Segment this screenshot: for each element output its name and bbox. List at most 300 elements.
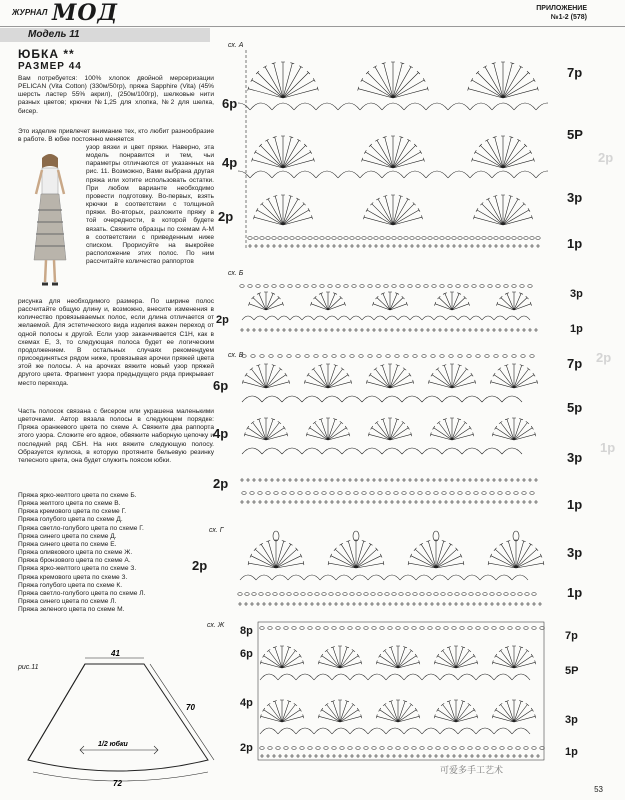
chart-a-fan-top	[248, 62, 319, 98]
chart-zh-chain-bottom	[388, 747, 392, 750]
chart-g-chain	[315, 593, 319, 596]
chart-b-chain-top	[344, 285, 348, 288]
chart-v-sc-row-2	[240, 500, 538, 504]
chart-a-arches	[238, 171, 338, 178]
chart-zh-chain-top	[476, 627, 480, 630]
chart-a-chain	[530, 237, 534, 240]
chart-zh-row-3: 3р	[565, 714, 578, 726]
chart-b-chain-top	[288, 285, 292, 288]
chart-g-picot	[353, 531, 359, 541]
chart-v-chain-bottom	[346, 492, 350, 495]
chart-v-chain-top	[269, 355, 273, 358]
chart-a-chain	[458, 237, 462, 240]
dim-top: 41	[111, 650, 120, 658]
chart-zh-chain-top	[420, 627, 424, 630]
chart-g-chain	[266, 593, 270, 596]
chart-v-fan-2	[368, 418, 412, 440]
chart-b-fan	[310, 292, 345, 310]
chart-a-chain	[248, 237, 252, 240]
chart-zh-chain-bottom	[500, 747, 504, 750]
chart-a-sc-row	[248, 244, 540, 248]
chart-zh-chain-top	[260, 627, 264, 630]
color-order-item: Пряжа кремового цвета по схеме З.	[18, 573, 128, 581]
chart-g-sc-row	[238, 602, 542, 606]
chart-g-fan	[328, 540, 384, 568]
chart-g-chain	[322, 593, 326, 596]
chart-zh-fan-1	[376, 646, 420, 668]
chart-a-chain	[320, 237, 324, 240]
color-order-item: Пряжа оливкового цвета по схеме Ж.	[18, 549, 133, 557]
chart-a-fan-mid	[362, 136, 425, 168]
chart-zh-chain-bottom	[332, 747, 336, 750]
chart-a-fan-mid	[252, 136, 315, 168]
chart-zh-chain-top	[300, 627, 304, 630]
chart-a-chain	[308, 237, 312, 240]
chart-v-row-5: 5р	[567, 400, 583, 415]
chart-b-chain-top	[304, 285, 308, 288]
chart-a-chain	[476, 237, 480, 240]
chart-a-arches	[338, 171, 448, 178]
color-order-item: Пряжа синего цвета по схеме Л.	[18, 598, 117, 606]
chart-b-label: сх. Б	[228, 270, 244, 277]
chart-zh-chain-top	[316, 627, 320, 630]
chart-v-chain-bottom	[322, 492, 326, 495]
chart-g-chain	[441, 593, 445, 596]
chart-b-chain-top	[376, 285, 380, 288]
chart-zh-row-2: 2р	[240, 742, 253, 754]
model-label: Модель 11	[28, 29, 80, 40]
chart-b-chain-top	[448, 285, 452, 288]
chart-v-chain-bottom	[426, 492, 430, 495]
chart-zh-fan-2	[434, 700, 478, 722]
chart-zh-chain-bottom	[324, 747, 328, 750]
chart-g-picot	[273, 531, 279, 541]
chart-a-chain	[368, 237, 372, 240]
page-number: 53	[594, 785, 603, 794]
chart-zh-chain-bottom	[444, 747, 448, 750]
chart-g-chain	[490, 593, 494, 596]
chart-v-chain-top	[332, 355, 336, 358]
chart-a-chain	[518, 237, 522, 240]
chart-zh-chain-top	[276, 627, 280, 630]
bleed-mark-3: 1р	[600, 440, 616, 455]
chart-zh-chain-bottom	[268, 747, 272, 750]
chart-v-chain-bottom	[402, 492, 406, 495]
chart-g-chain	[364, 593, 368, 596]
chart-b-chain-top	[272, 285, 276, 288]
dim-center: 1/2 юбки	[98, 741, 128, 748]
chart-zh-chain-top	[436, 627, 440, 630]
chart-zh-chain-top	[372, 627, 376, 630]
chart-v-chain-top	[530, 355, 534, 358]
chart-v-chain-bottom	[522, 492, 526, 495]
chart-zh-chain-bottom	[452, 747, 456, 750]
chart-b-chain-top	[504, 285, 508, 288]
chart-v-sc-row-1	[240, 478, 538, 482]
size-label: РАЗМЕР 44	[18, 61, 82, 72]
chart-b-chain-top	[320, 285, 324, 288]
chart-zh-chain-top	[356, 627, 360, 630]
chart-zh-chain-bottom	[260, 747, 264, 750]
chart-zh-fan-1	[260, 646, 304, 668]
chart-g-chain	[273, 593, 277, 596]
chart-v-chain-bottom	[250, 492, 254, 495]
chart-zh-chain-bottom	[516, 747, 520, 750]
chart-a-row-6: 6р	[222, 96, 238, 111]
chart-a-row-4: 4р	[222, 155, 238, 170]
chart-zh-chain-bottom	[364, 747, 368, 750]
chart-b-diagram	[236, 278, 546, 338]
chart-b-chain-top	[488, 285, 492, 288]
chart-g-chain	[518, 593, 522, 596]
chart-a-chain	[506, 237, 510, 240]
chart-a-chain	[284, 237, 288, 240]
chart-g-chain	[371, 593, 375, 596]
chart-zh-chain-top	[428, 627, 432, 630]
chart-v-fan-2	[244, 418, 288, 440]
chart-v-chain-bottom	[410, 492, 414, 495]
chart-zh-arches-2	[260, 728, 530, 734]
chart-b-chain-top	[264, 285, 268, 288]
chart-b-chain-top	[520, 285, 524, 288]
chart-zh-chain-top	[524, 627, 528, 630]
chart-v-chain-top	[503, 355, 507, 358]
chart-v-chain-top	[278, 355, 282, 358]
chart-b-chain-top	[328, 285, 332, 288]
chart-b-chain-top	[296, 285, 300, 288]
chart-v-fan-1	[366, 364, 413, 388]
chart-a-fan-low	[364, 195, 423, 225]
body-text: узор вязки и цвет пряжи. Наверно, эта модель понравится и тем, чьи параметры отличаются от указанных на рис. 11. Возможно, Вами выбрана другая пряжа или хотите использовать остатки. При любом варианте необходимо провести подготовку. Во-первых, взять крючки в соответствии с толщиной пряжи. Во-вторых, разложите пряжу в той очередности, в которой будете вязать. Свяжите образцы по схемам А-М в соответствии с приведенным ниже списком. Прорисуйте на выкройке расположение этих полос. По ним рассчитайте количество раппортов	[86, 144, 214, 266]
chart-v-row-7: 7р	[567, 356, 583, 371]
chart-v-chain-bottom	[482, 492, 486, 495]
chart-g-chain	[336, 593, 340, 596]
skirt-pattern-diagram	[18, 650, 218, 790]
chart-zh-row-5: 5Р	[565, 665, 579, 677]
chart-b-chain-top	[352, 285, 356, 288]
chart-a-chain	[494, 237, 498, 240]
chart-g-chain	[308, 593, 312, 596]
chart-a-chain	[296, 237, 300, 240]
chart-a-arches	[448, 103, 548, 110]
chart-v-chain-top	[404, 355, 408, 358]
chart-v-chain-bottom	[450, 492, 454, 495]
chart-a-row-2: 2р	[218, 209, 234, 224]
chart-v-chain-bottom	[242, 492, 246, 495]
body-text-2: рисунка для необходимого размера. По ширине полос рассчитайте общую длину и, возможно, внесите изменения в количество провязываемых полос, если длина отличается от желаемой. Для эстетического вида изделия важен переход от одной полосы к другой. Если узор заканчивается С1Н, как в схемах Е, З, то следующая полоса будет ее логическим продолжением. В остальных случаях рекомендуем присоединяться рядом ниже, провязывая арочки пряжей цвета этой же полосы. А на арочках вяжите новый узор пряжей другого цвета. Фрагмент узора предыдущего ряда прикрывает место перехода.	[18, 298, 214, 387]
chart-v-chain-top	[476, 355, 480, 358]
chart-a-chain	[416, 237, 420, 240]
chart-zh-chain-top	[396, 627, 400, 630]
chart-a-chain	[470, 237, 474, 240]
chart-a-chain	[380, 237, 384, 240]
color-order-list	[18, 492, 145, 614]
chart-g-row-2: 2р	[192, 558, 208, 573]
chart-zh-chain-bottom	[284, 747, 288, 750]
chart-a-chain	[446, 237, 450, 240]
chart-g-chain	[301, 593, 305, 596]
chart-a-chain	[482, 237, 486, 240]
chart-b-chain-top	[400, 285, 404, 288]
chart-v-chain-bottom	[418, 492, 422, 495]
chart-v-chain-bottom	[258, 492, 262, 495]
chart-v-label: сх. В	[228, 352, 244, 359]
chart-zh-chain-top	[532, 627, 536, 630]
chart-zh-chain-top	[540, 627, 544, 630]
chart-zh-chain-top	[364, 627, 368, 630]
chart-v-diagram	[236, 348, 548, 508]
chart-zh-chain-bottom	[420, 747, 424, 750]
chart-zh-chain-bottom	[404, 747, 408, 750]
chart-g-chain	[287, 593, 291, 596]
chart-zh-diagram	[252, 618, 550, 766]
chart-zh-chain-bottom	[428, 747, 432, 750]
chart-zh-fan-2	[318, 700, 362, 722]
chart-v-fan-1	[304, 364, 351, 388]
chart-zh-chain-bottom	[532, 747, 536, 750]
magazine-name-small: ЖУРНАЛ	[12, 8, 48, 17]
chart-zh-chain-top	[452, 627, 456, 630]
chart-zh-chain-bottom	[540, 747, 544, 750]
chart-b-chain-top	[408, 285, 412, 288]
chart-zh-chain-bottom	[484, 747, 488, 750]
chart-zh-fan-2	[492, 700, 536, 722]
chart-v-chain-top	[467, 355, 471, 358]
chart-v-chain-bottom	[530, 492, 534, 495]
issue-number: №1-2 (578)	[550, 14, 587, 21]
color-order-item: Пряжа светло-голубого цвета по схеме Г.	[18, 524, 144, 532]
chart-g-chain	[532, 593, 536, 596]
figure-label: рис.11	[18, 664, 39, 671]
chart-g-chain	[343, 593, 347, 596]
chart-a-chain	[350, 237, 354, 240]
chart-v-arches-1	[242, 396, 522, 402]
chart-v-row-3: 3р	[567, 450, 583, 465]
chart-b-chain-top	[336, 285, 340, 288]
color-order-item: Пряжа светло-голубого цвета по схеме Л.	[18, 589, 146, 597]
chart-b-fan	[434, 292, 469, 310]
chart-g-chain	[252, 593, 256, 596]
chart-g-chain	[497, 593, 501, 596]
color-order-item: Пряжа голубого цвета по схеме К.	[18, 581, 123, 589]
chart-g-row-3: 3р	[567, 545, 583, 560]
chart-zh-fan-2	[260, 700, 304, 722]
chart-v-chain-top	[458, 355, 462, 358]
chart-zh-row-4: 4р	[240, 697, 253, 709]
chart-v-chain-top	[485, 355, 489, 358]
chart-g-picot	[433, 531, 439, 541]
chart-zh-chain-top	[324, 627, 328, 630]
chart-b-chain-top	[280, 285, 284, 288]
chart-g-chain	[504, 593, 508, 596]
chart-a-fan-low	[474, 195, 533, 225]
chart-v-chain-top	[359, 355, 363, 358]
chart-g-arches	[240, 575, 528, 580]
chart-v-chain-bottom	[378, 492, 382, 495]
chart-g-chain	[455, 593, 459, 596]
magazine-logo: МОД	[52, 0, 119, 26]
chart-zh-chain-top	[404, 627, 408, 630]
chart-v-chain-bottom	[498, 492, 502, 495]
chart-zh-fan-1	[318, 646, 362, 668]
chart-a-chain	[428, 237, 432, 240]
color-order-item: Пряжа синего цвета по схеме Е.	[18, 540, 117, 548]
color-order-item: Пряжа зеленого цвета по схеме М.	[18, 606, 125, 614]
chart-v-chain-bottom	[298, 492, 302, 495]
chart-zh-sc-row	[260, 754, 540, 758]
chart-g-chain	[245, 593, 249, 596]
chart-v-chain-top	[368, 355, 372, 358]
chart-b-chain-top	[240, 285, 244, 288]
chart-v-chain-top	[341, 355, 345, 358]
chart-g-chain	[476, 593, 480, 596]
chart-a-chain	[326, 237, 330, 240]
chart-v-chain-top	[395, 355, 399, 358]
chart-a-chain	[452, 237, 456, 240]
chart-b-chain-top	[384, 285, 388, 288]
chart-zh-chain-top	[380, 627, 384, 630]
chart-v-chain-bottom	[466, 492, 470, 495]
chart-v-chain-bottom	[274, 492, 278, 495]
chart-v-chain-bottom	[514, 492, 518, 495]
chart-zh-chain-top	[468, 627, 472, 630]
page-title: ЮБКА **	[18, 47, 75, 61]
chart-v-chain-top	[413, 355, 417, 358]
model-photo	[20, 150, 80, 290]
chart-zh-chain-bottom	[508, 747, 512, 750]
chart-b-sc-row	[240, 328, 538, 332]
chart-zh-chain-top	[292, 627, 296, 630]
chart-g-fan	[488, 540, 544, 568]
chart-v-fan-2	[430, 418, 474, 440]
chart-zh-chain-bottom	[372, 747, 376, 750]
chart-g-chain	[238, 593, 242, 596]
chart-v-chain-top	[386, 355, 390, 358]
chart-b-row-1: 1р	[570, 323, 583, 335]
chart-a-chain	[332, 237, 336, 240]
chart-b-chain-top	[480, 285, 484, 288]
page-header	[0, 0, 625, 30]
color-order-item: Пряжа бронзового цвета по схеме А.	[18, 557, 131, 565]
chart-v-chain-bottom	[370, 492, 374, 495]
chart-v-chain-top	[431, 355, 435, 358]
chart-a-chain	[362, 237, 366, 240]
chart-a-chain	[440, 237, 444, 240]
chart-g-chain	[448, 593, 452, 596]
chart-zh-chain-bottom	[340, 747, 344, 750]
bleed-mark-2: 2р	[598, 150, 614, 165]
chart-v-chain-top	[323, 355, 327, 358]
chart-v-chain-top	[242, 355, 246, 358]
chart-zh-chain-top	[348, 627, 352, 630]
chart-a-chain	[434, 237, 438, 240]
chart-zh-chain-top	[268, 627, 272, 630]
dim-bottom: 72	[113, 779, 122, 788]
color-order-item: Пряжа желтого цвета по схеме В.	[18, 500, 121, 508]
chart-v-chain-bottom	[434, 492, 438, 495]
chart-b-chain-top	[528, 285, 532, 288]
chart-b-row-3: 3р	[570, 288, 583, 300]
chart-a-chain	[260, 237, 264, 240]
chart-g-chain	[427, 593, 431, 596]
chart-b-chain-top	[256, 285, 260, 288]
chart-v-chain-top	[521, 355, 525, 358]
chart-v-row-1: 1р	[567, 497, 583, 512]
chart-zh-chain-bottom	[492, 747, 496, 750]
chart-v-chain-bottom	[386, 492, 390, 495]
chart-v-chain-top	[296, 355, 300, 358]
chart-b-arches	[242, 316, 530, 320]
chart-b-chain-top	[512, 285, 516, 288]
chart-a-chain	[266, 237, 270, 240]
chart-g-diagram	[236, 528, 548, 610]
chart-a-chain	[404, 237, 408, 240]
chart-zh-chain-bottom	[316, 747, 320, 750]
chart-g-chain	[294, 593, 298, 596]
chart-g-chain	[357, 593, 361, 596]
chart-b-fan	[372, 292, 407, 310]
chart-g-chain	[434, 593, 438, 596]
chart-v-chain-top	[440, 355, 444, 358]
chart-zh-chain-top	[516, 627, 520, 630]
chart-v-chain-bottom	[330, 492, 334, 495]
chart-zh-row-7: 7р	[565, 630, 578, 642]
color-order-item: Пряжа ярко-желтого цвета по схеме Б.	[18, 492, 137, 499]
chart-v-chain-bottom	[362, 492, 366, 495]
chart-zh-arches-1	[260, 674, 530, 680]
chart-zh-chain-bottom	[300, 747, 304, 750]
materials-text: Вам потребуется: 100% хлопок двойной мерсеризации PELICAN (Vita Cotton) (330м/50гр), пряжа Sapphire (Vita) (45% шерсть ластер 55% акрил), (250м/100гр), шелковые нити разных цветов; крючки №1,25 для хлопка, №2 для шелка, бисер.	[18, 75, 214, 115]
chart-a-chain	[524, 237, 528, 240]
chart-v-chain-top	[305, 355, 309, 358]
chart-g-picot	[513, 531, 519, 541]
chart-b-chain-top	[424, 285, 428, 288]
color-order-item: Пряжа кремового цвета по схеме Г.	[18, 508, 127, 516]
chart-zh-fan-1	[492, 646, 536, 668]
chart-zh-chain-top	[284, 627, 288, 630]
chart-v-arches-2	[242, 448, 522, 454]
chart-g-chain	[385, 593, 389, 596]
chart-g-label: сх. Г	[209, 527, 224, 534]
chart-a-chain	[392, 237, 396, 240]
chart-b-chain-top	[464, 285, 468, 288]
chart-b-chain-top	[432, 285, 436, 288]
chart-g-chain	[469, 593, 473, 596]
chart-v-chain-bottom	[266, 492, 270, 495]
chart-v-chain-top	[377, 355, 381, 358]
chart-zh-chain-bottom	[412, 747, 416, 750]
chart-zh-chain-bottom	[356, 747, 360, 750]
chart-v-row-2: 2р	[213, 476, 229, 491]
chart-v-chain-bottom	[314, 492, 318, 495]
chart-a-fan-mid	[472, 136, 535, 168]
chart-a-chain	[398, 237, 402, 240]
header-divider	[0, 26, 625, 27]
chart-v-chain-bottom	[282, 492, 286, 495]
chart-a-fan-top	[468, 62, 539, 98]
chart-v-fan-1	[490, 364, 537, 388]
chart-g-chain	[525, 593, 529, 596]
chart-a-chain	[290, 237, 294, 240]
chart-a-diagram	[238, 50, 548, 260]
chart-b-chain-top	[440, 285, 444, 288]
chart-g-chain	[483, 593, 487, 596]
chart-v-chain-top	[494, 355, 498, 358]
chart-v-fan-1	[242, 364, 289, 388]
chart-zh-chain-top	[492, 627, 496, 630]
chart-zh-chain-top	[412, 627, 416, 630]
color-order-item: Пряжа ярко-желтого цвета по схеме З.	[18, 565, 137, 573]
